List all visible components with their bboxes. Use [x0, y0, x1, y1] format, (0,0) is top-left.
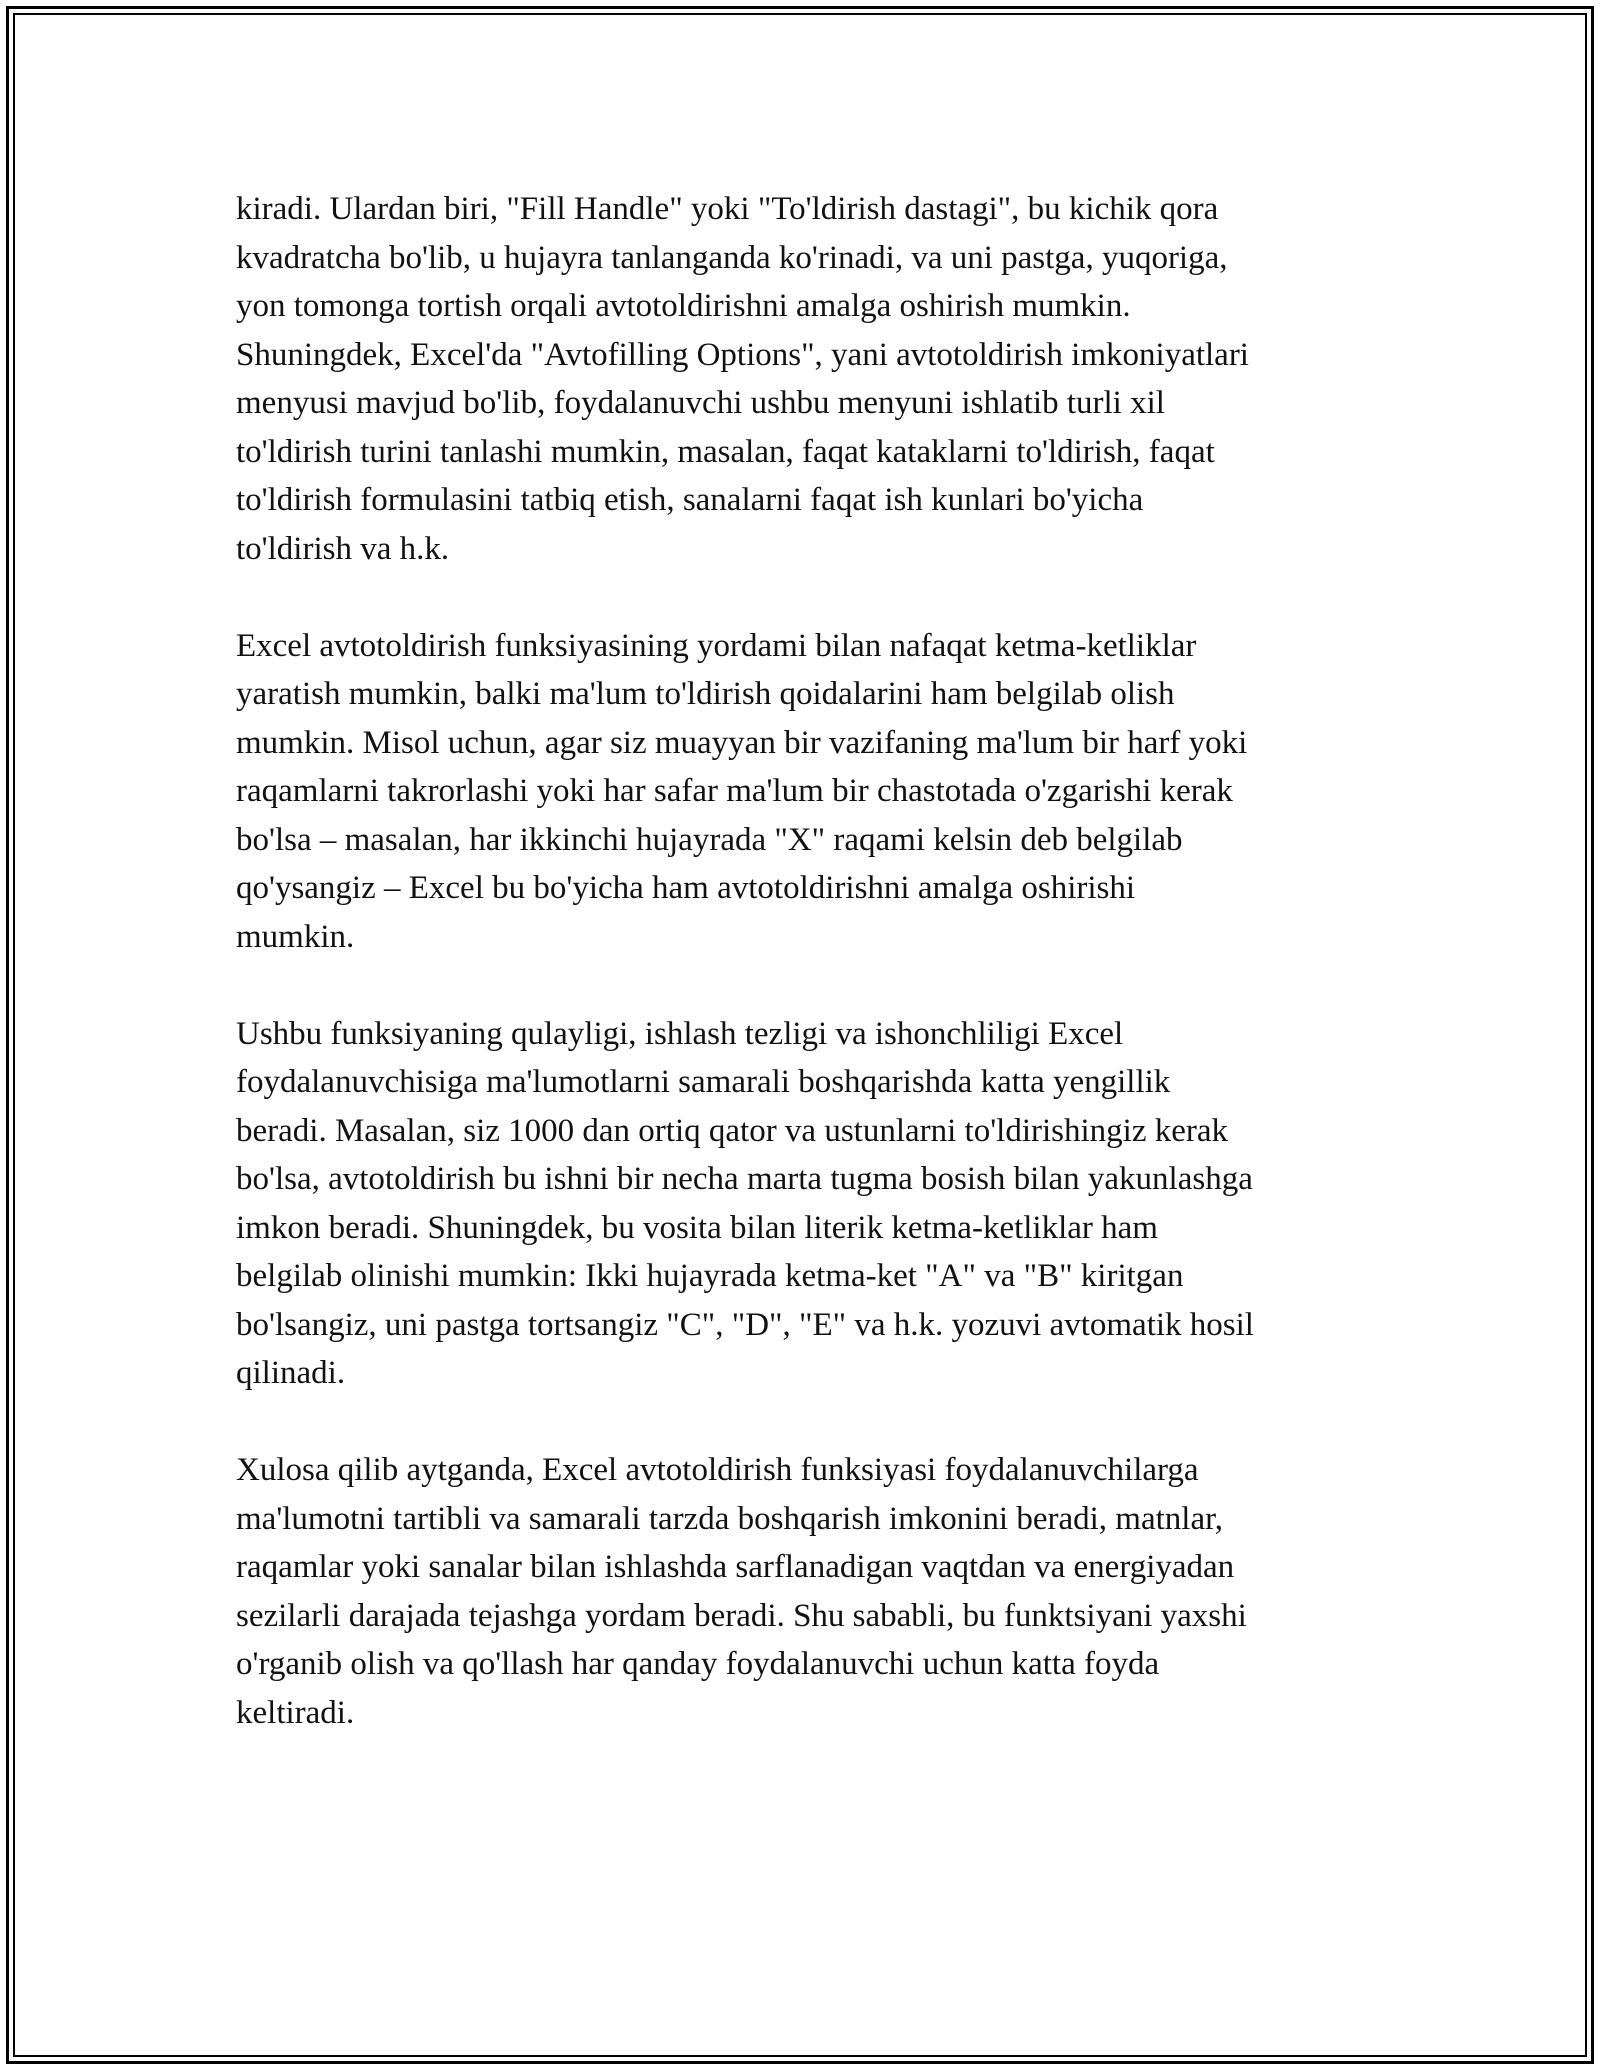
text-line: keltiradi. [236, 1694, 355, 1731]
paragraph-4 [236, 1446, 1376, 1737]
text-line: kvadratcha bo'lib, u hujayra tanlanganda ko'rinadi, va uni pastga, yuqoriga, [236, 239, 1228, 276]
text-line: bo'lsa, avtotoldirish bu ishni bir necha marta tugma bosish bilan yakunlashga [236, 1161, 1253, 1197]
text-line: raqamlarni takrorlashi yoki har safar ma'lum bir chastotada o'zgarishi kerak [236, 773, 1233, 809]
text-line: Excel avtotoldirish funksiyasining yordami bilan nafaqat ketma-ketliklar [236, 627, 1197, 664]
text-line: bo'lsangiz, uni pastga tortsangiz "C", "D", "E" va h.k. yozuvi avtomatik hosil [236, 1306, 1254, 1343]
text-line: to'ldirish formulasini tatbiq etish, sanalarni faqat ish kunlari bo'yicha [236, 482, 1144, 518]
document-body [236, 185, 1376, 1786]
text-line: Shuningdek, Excel'da "Avtofilling Options", yani avtotoldirish imkoniyatlari [236, 336, 1249, 373]
text-line: bo'lsa – masalan, har ikkinchi hujayrada "X" raqami kelsin deb belgilab [236, 821, 1183, 858]
text-line: sezilarli darajada tejashga yordam beradi. Shu sababli, bu funktsiyani yaxshi [236, 1597, 1247, 1634]
text-line: raqamlar yoki sanalar bilan ishlashda sarflanadigan vaqtdan va energiyadan [236, 1549, 1235, 1585]
text-line: foydalanuvchisiga ma'lumotlarni samarali boshqarishda katta yengillik [236, 1064, 1171, 1100]
text-line: kiradi. Ulardan biri, "Fill Handle" yoki "To'ldirish dastagi", bu kichik qora [236, 191, 1219, 227]
paragraph-2 [236, 622, 1376, 962]
text-line: Ushbu funksiyaning qulayligi, ishlash tezligi va ishonchliligi Excel [236, 1015, 1124, 1052]
text-line: qilinadi. [236, 1355, 346, 1391]
text-line: mumkin. Misol uchun, agar siz muayyan bir vazifaning ma'lum bir harf yoki [236, 724, 1248, 761]
text-line: yaratish mumkin, balki ma'lum to'ldirish qoidalarini ham belgilab olish [236, 676, 1175, 712]
text-line: imkon beradi. Shuningdek, bu vosita bilan literik ketma-ketliklar ham [236, 1209, 1158, 1246]
text-line: Xulosa qilib aytganda, Excel avtotoldirish funksiyasi foydalanuvchilarga [236, 1452, 1199, 1488]
paragraph-3 [236, 1010, 1376, 1398]
text-line: beradi. Masalan, siz 1000 dan ortiq qator va ustunlarni to'ldirishingiz kerak [236, 1112, 1229, 1149]
text-line: belgilab olinishi mumkin: Ikki hujayrada ketma-ket "A" va "B" kiritgan [236, 1258, 1184, 1294]
text-line: mumkin. [236, 918, 355, 955]
text-line: menyusi mavjud bo'lib, foydalanuvchi ushbu menyuni ishlatib turli xil [236, 385, 1165, 421]
text-line: to'ldirish turini tanlashi mumkin, masalan, faqat kataklarni to'ldirish, faqat [236, 433, 1215, 470]
text-line: yon tomonga tortish orqali avtotoldirishni amalga oshirish mumkin. [236, 288, 1131, 324]
text-line: to'ldirish va h.k. [236, 530, 450, 567]
text-line: ma'lumotni tartibli va samarali tarzda boshqarish imkonini beradi, matnlar, [236, 1500, 1224, 1537]
text-line: o'rganib olish va qo'llash har qanday foydalanuvchi uchun katta foyda [236, 1646, 1160, 1682]
paragraph-1 [236, 185, 1376, 573]
text-line: qo'ysangiz – Excel bu bo'yicha ham avtotoldirishni amalga oshirishi [236, 870, 1136, 906]
